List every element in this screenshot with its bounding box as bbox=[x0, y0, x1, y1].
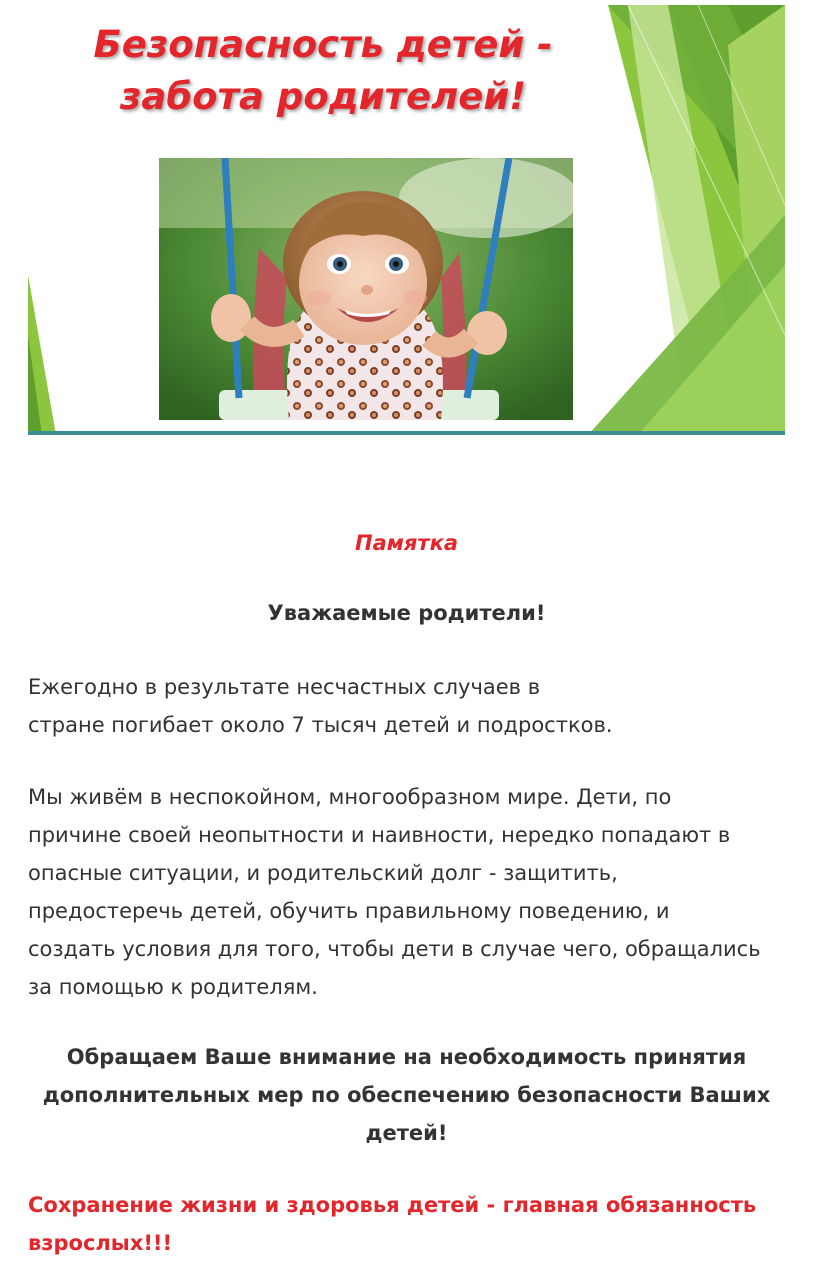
paragraph-line: за помощью к родителям. bbox=[28, 975, 318, 999]
notice-line: дополнительных мер по обеспечению безопасности Ваших bbox=[42, 1083, 771, 1107]
banner bbox=[28, 5, 785, 435]
paragraph-line: Мы живём в неспокойном, многообразном мире. Дети, по bbox=[28, 785, 672, 809]
paragraph-line: Ежегодно в результате несчастных случаев в bbox=[28, 675, 541, 699]
banner-title-line-2: забота родителей! bbox=[119, 75, 527, 118]
notice-line: детей! bbox=[365, 1121, 448, 1145]
paragraph-line: стране погибает около 7 тысяч детей и подростков. bbox=[28, 713, 613, 737]
paragraph-line: причине своей неопытности и наивности, нередко попадают в bbox=[28, 823, 731, 847]
paragraph-line: предостеречь детей, обучить правильному поведению, и bbox=[28, 899, 670, 923]
greeting: Уважаемые родители! bbox=[267, 601, 546, 625]
duty-line: взрослых!!! bbox=[28, 1231, 173, 1255]
paragraph-line: опасные ситуации, и родительский долг - защитить, bbox=[28, 861, 618, 885]
banner-title-line-1: Безопасность детей - bbox=[93, 23, 553, 66]
banner-title bbox=[28, 19, 618, 123]
memo-title: Памятка bbox=[355, 531, 458, 555]
duty-line: Сохранение жизни и здоровья детей - главная обязанность bbox=[28, 1193, 757, 1217]
notice-line: Обращаем Ваше внимание на необходимость принятия bbox=[66, 1045, 747, 1069]
child-on-swing-photo bbox=[159, 158, 573, 420]
paragraph-statistics bbox=[28, 668, 798, 744]
banner-divider bbox=[28, 431, 785, 435]
paragraph-line: создать условия для того, чтобы дети в случае чего, обращались bbox=[28, 937, 761, 961]
main-duty-statement bbox=[28, 1186, 798, 1262]
attention-notice bbox=[28, 1038, 785, 1152]
paragraph-world bbox=[28, 778, 798, 1006]
